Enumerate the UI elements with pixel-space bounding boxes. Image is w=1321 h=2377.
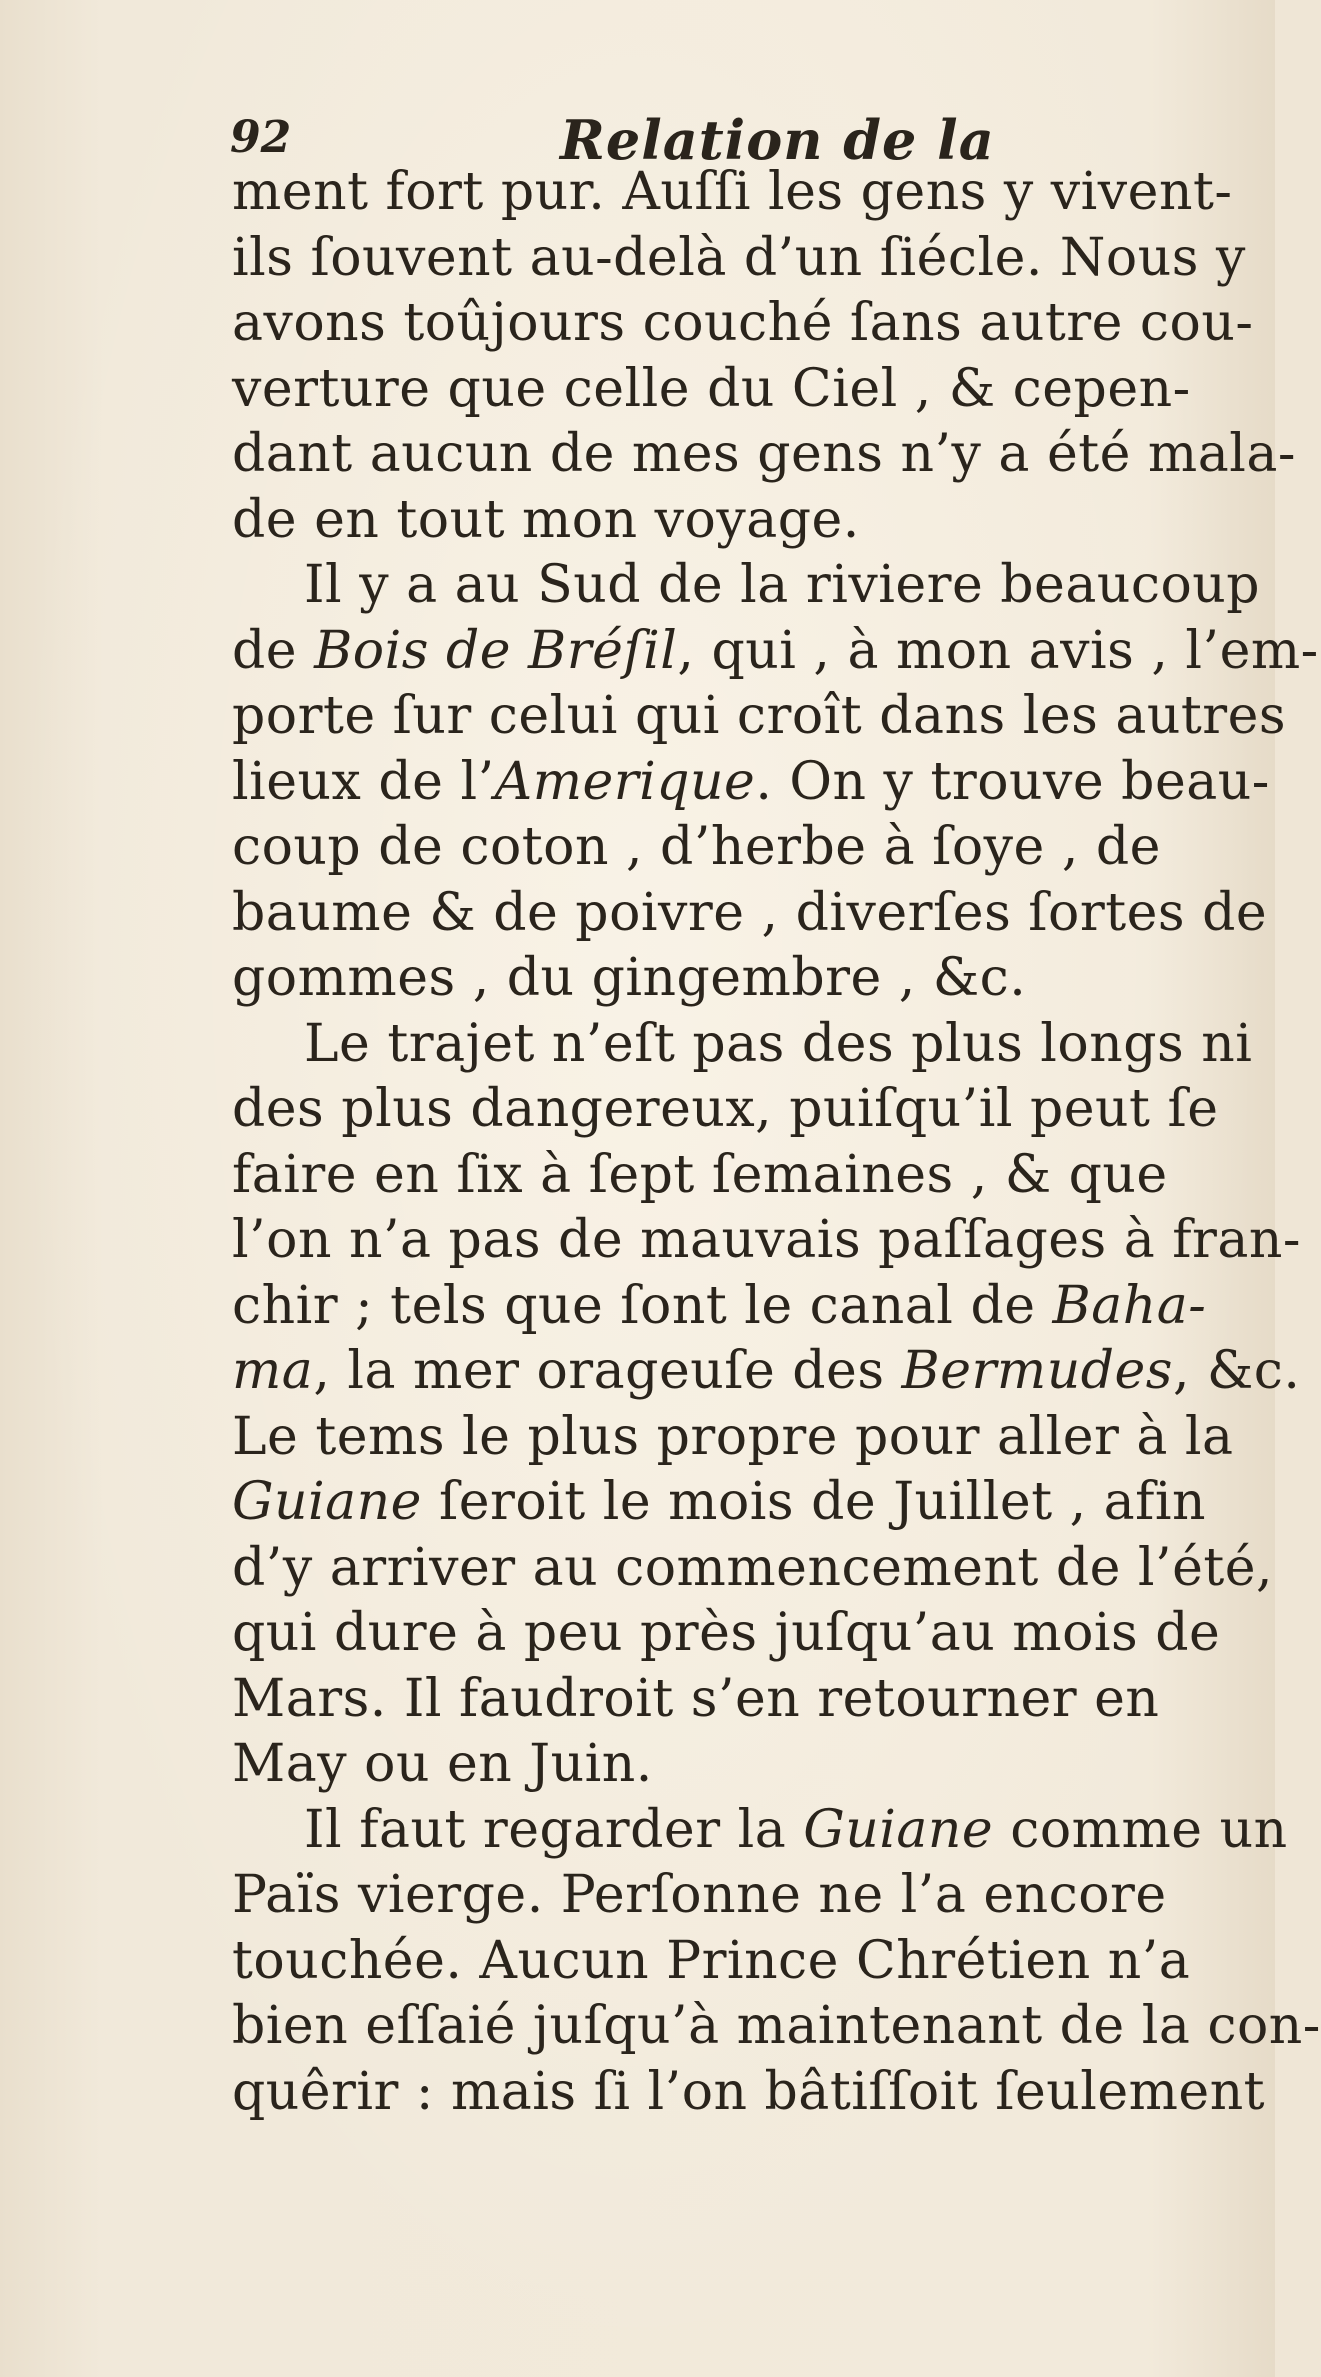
text-run: ment fort pur. Auſſi les gens y vivent- — [232, 162, 1233, 222]
text-run: des plus dangereux, puiſqu’il peut ſe — [232, 1079, 1219, 1139]
text-line — [232, 1732, 1232, 1798]
text-line — [232, 1470, 1232, 1536]
text-run: qui dure à peu près juſqu’au mois de — [232, 1603, 1221, 1663]
text-run: l’on n’a pas de mauvais paſſages à fran- — [232, 1210, 1301, 1270]
text-run: Païs vierge. Perſonne ne l’a encore — [232, 1865, 1167, 1925]
text-line — [232, 1012, 1253, 1078]
text-run: Il y a au Sud de la riviere beaucoup — [304, 555, 1261, 615]
text-run: Le trajet n’eſt pas des plus longs ni — [304, 1013, 1253, 1074]
text-line — [232, 357, 1232, 423]
italic-text-run: ma — [232, 1341, 314, 1401]
text-line — [232, 226, 1246, 292]
text-run: . On y trouve beau- — [755, 751, 1270, 812]
italic-text-run: Bois de Bréſil — [314, 620, 678, 681]
text-line — [232, 750, 1270, 816]
text-line — [232, 1208, 1301, 1274]
text-line — [232, 1405, 1232, 1471]
text-run: ſeroit le mois de Juillet , afin — [421, 1472, 1207, 1532]
text-run: , la mer orageuſe des — [313, 1341, 902, 1401]
text-line — [232, 160, 1232, 226]
text-run: chir ; tels que ſont le canal de — [232, 1275, 1053, 1336]
text-run: ils ſouvent au-delà d’un ſiécle. Nous y — [232, 227, 1246, 288]
text-line — [232, 1929, 1232, 1995]
text-line — [232, 1143, 1232, 1209]
text-run: touchée. Aucun Prince Chrétien n’a — [232, 1930, 1191, 1991]
page-number: 92 — [230, 112, 292, 163]
text-line — [232, 1274, 1232, 1340]
text-run: Le tems le plus propre pour aller à la — [232, 1406, 1234, 1467]
text-line — [232, 1601, 1232, 1667]
text-run: avons toûjours couché ſans autre cou- — [232, 293, 1254, 353]
text-run: dant aucun de mes gens n’y a été mala- — [232, 424, 1296, 484]
text-run: coup de coton , d’herbe à ſoye , de — [232, 817, 1161, 877]
text-line — [232, 1339, 1301, 1405]
text-line — [232, 1994, 1321, 2060]
text-run: May ou en Juin. — [232, 1734, 653, 1794]
text-line — [232, 881, 1268, 947]
text-run: baume & de poivre , diverſes ſortes de — [232, 882, 1268, 943]
text-line — [232, 946, 1232, 1012]
text-line — [232, 422, 1296, 488]
running-title: Relation de la — [560, 108, 995, 172]
text-run: de en tout mon voyage. — [232, 489, 860, 550]
italic-text-run: Guiane — [803, 1799, 994, 1860]
text-line — [232, 684, 1287, 750]
italic-text-run: Guiane — [232, 1472, 422, 1532]
text-line — [232, 291, 1254, 357]
text-line — [232, 619, 1319, 685]
text-run: verture que celle du Ciel , & cepen- — [232, 358, 1191, 419]
text-run: Mars. Il faudroit s’en retourner en — [232, 1668, 1160, 1729]
text-run: , &c. — [1172, 1341, 1301, 1401]
text-run: bien eſſaié juſqu’à maintenant de la con- — [232, 1996, 1321, 2056]
italic-text-run: Amerique — [494, 751, 756, 812]
text-line — [232, 1798, 1288, 1864]
text-run: , qui , à mon avis , l’em- — [677, 620, 1319, 681]
italic-text-run: Bermudes — [901, 1341, 1173, 1401]
text-line — [232, 2060, 1266, 2126]
text-run: de — [232, 620, 315, 681]
text-run: quêrir : mais ſi l’on bâtiſſoit ſeulement — [232, 2061, 1266, 2122]
text-line — [232, 1667, 1232, 1733]
text-run: comme un — [993, 1799, 1288, 1860]
text-line — [232, 488, 1232, 554]
italic-text-run: Baha- — [1052, 1275, 1207, 1336]
text-run: d’y arriver au commencement de l’été, — [232, 1537, 1274, 1598]
text-line — [232, 815, 1232, 881]
body-text — [232, 160, 1321, 2125]
text-run: faire en ſix à ſept ſemaines , & que — [232, 1144, 1168, 1205]
text-run: Il faut regarder la — [304, 1799, 804, 1860]
text-line — [232, 1077, 1232, 1143]
text-line — [232, 553, 1261, 619]
text-run: porte ſur celui qui croît dans les autres — [232, 686, 1287, 746]
text-run: gommes , du gingembre , &c. — [232, 948, 1027, 1008]
text-line — [232, 1863, 1232, 1929]
text-line — [232, 1536, 1274, 1602]
text-run: lieux de l’ — [232, 751, 495, 812]
